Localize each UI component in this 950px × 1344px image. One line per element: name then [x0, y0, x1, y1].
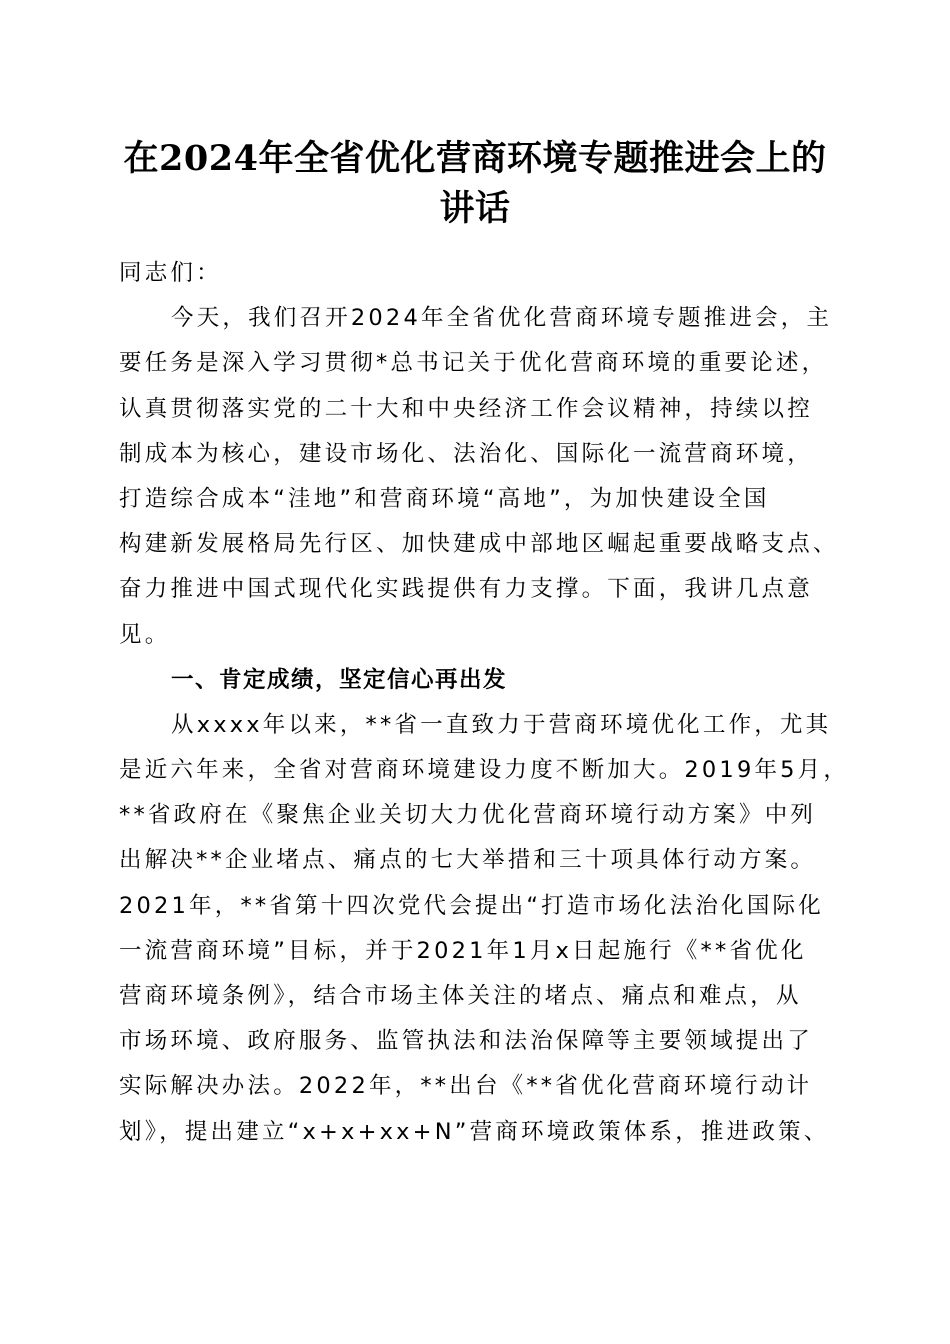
- paragraph-line: 是近六年来，全省对营商环境建设力度不断加大。2019年5月，: [119, 757, 850, 784]
- paragraph-line: 制成本为核心，建设市场化、法治化、国际化一流营商环境，: [119, 440, 813, 467]
- paragraph-line: 2021年，**省第十四次党代会提出“打造市场化法治化国际化: [119, 892, 824, 919]
- paragraph-line: 营商环境条例》，结合市场主体关注的堵点、痛点和难点，从: [119, 983, 802, 1009]
- paragraph-line: 从xxxx年以来，**省一直致力于营商环境优化工作，尤其: [171, 711, 832, 738]
- paragraph-line: 实际解决办法。2022年，**出台《**省优化营商环境行动计: [119, 1073, 813, 1100]
- title-line: 讲话: [439, 188, 511, 229]
- title-line: 在2024年全省优化营商环境专题推进会上的: [123, 138, 827, 179]
- paragraph-line: **省政府在《聚焦企业关切大力优化营商环境行动方案》中列: [119, 802, 817, 829]
- paragraph-line: 要任务是深入学习贯彻*总书记关于优化营商环境的重要论述，: [119, 350, 828, 377]
- document-title: [100, 134, 850, 234]
- paragraph-line: 市场环境、政府服务、监管执法和法治保障等主要领域提出了: [119, 1028, 813, 1055]
- paragraph-line: 认真贯彻落实党的二十大和中央经济工作会议精神，持续以控: [119, 395, 813, 422]
- document-body: [119, 251, 849, 1155]
- paragraph-line: 构建新发展格局先行区、加快建成中部地区崛起重要战略支点、: [119, 531, 839, 558]
- paragraph-line: 一流营商环境”目标，并于2021年1月x日起施行《**省优化: [119, 937, 807, 964]
- paragraph-line: 奋力推进中国式现代化实践提供有力支撑。下面，我讲几点意: [119, 576, 813, 603]
- paragraph-line: 打造综合成本“洼地”和营商环境“高地”，为加快建设全国: [119, 485, 770, 512]
- paragraph-line: 今天，我们召开2024年全省优化营商环境专题推进会，主: [171, 305, 833, 332]
- section-heading: 一、肯定成绩，坚定信心再出发: [171, 666, 508, 693]
- paragraph-line: 见。: [119, 621, 171, 648]
- salutation: 同志们：: [119, 260, 222, 286]
- paragraph-line: 划》，提出建立“x+x+xx+N”营商环境政策体系，推进政策、: [119, 1118, 830, 1145]
- paragraph-line: 出解决**企业堵点、痛点的七大举措和三十项具体行动方案。: [119, 847, 817, 874]
